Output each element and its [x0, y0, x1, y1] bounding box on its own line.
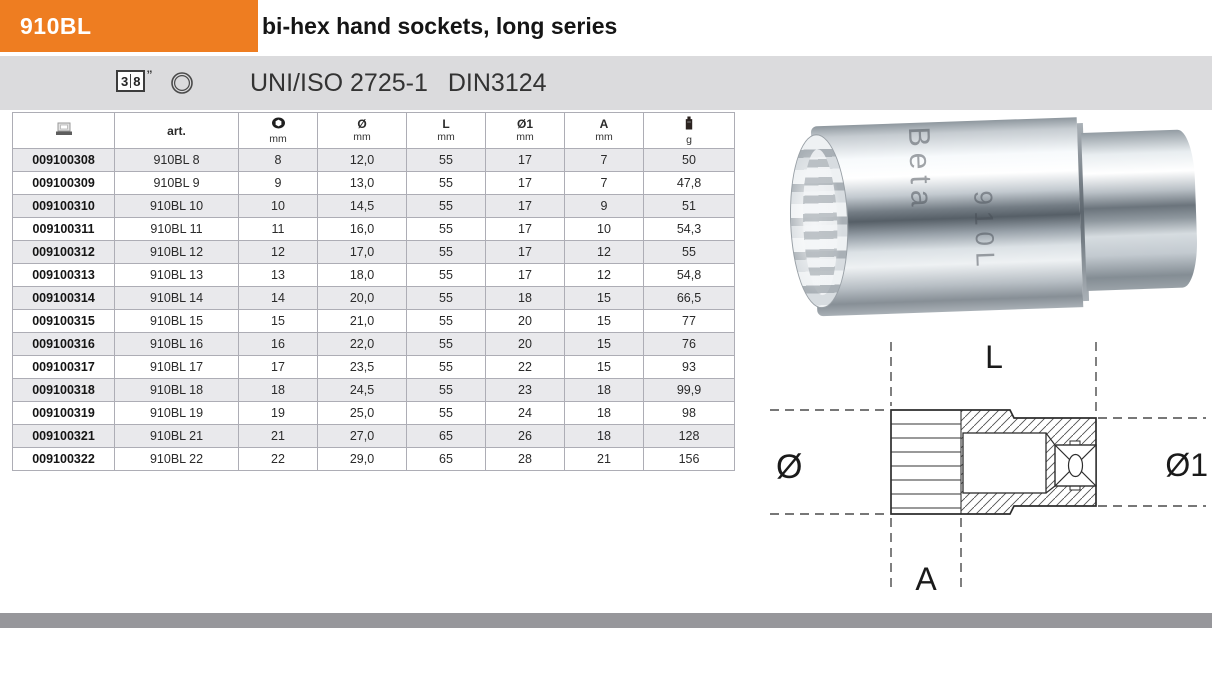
table-cell: 17,0	[318, 241, 407, 264]
technical-drawing	[758, 318, 1212, 600]
table-cell: 54,3	[644, 218, 735, 241]
table-cell: 10	[239, 195, 318, 218]
standard-uni-iso: UNI/ISO 2725-1	[250, 68, 428, 97]
label-front-diameter: Ø	[776, 448, 803, 486]
table-cell: 55	[407, 218, 486, 241]
product-photo	[788, 112, 1208, 317]
table-cell: 15	[565, 333, 644, 356]
table-cell: 55	[407, 241, 486, 264]
table-cell: 17	[239, 356, 318, 379]
table-cell: 910BL 9	[115, 172, 239, 195]
table-cell: 14,5	[318, 195, 407, 218]
column-header-hex: mm	[239, 113, 318, 149]
table-cell: 55	[407, 310, 486, 333]
table-cell: 12	[565, 241, 644, 264]
table-cell: 22	[239, 448, 318, 471]
column-header-diameter: Ø mm	[318, 113, 407, 149]
table-row	[13, 264, 735, 287]
table-cell: 8	[239, 149, 318, 172]
table-cell: 910BL 13	[115, 264, 239, 287]
table-cell: 009100316	[13, 333, 115, 356]
table-cell: 51	[644, 195, 735, 218]
table-cell: 21	[239, 425, 318, 448]
table-cell: 15	[565, 287, 644, 310]
table-row	[13, 356, 735, 379]
table-cell: 54,8	[644, 264, 735, 287]
table-cell: 156	[644, 448, 735, 471]
table-cell: 910BL 8	[115, 149, 239, 172]
table-cell: 009100315	[13, 310, 115, 333]
label-length: L	[985, 339, 1003, 375]
table-cell: 009100310	[13, 195, 115, 218]
table-cell: 12	[565, 264, 644, 287]
table-cell: 009100312	[13, 241, 115, 264]
table-cell: 93	[644, 356, 735, 379]
column-header-art: art.	[115, 113, 239, 149]
engraving-model: 910L	[968, 189, 1002, 273]
table-cell: 28	[486, 448, 565, 471]
column-header-length: L mm	[407, 113, 486, 149]
socket-cylinder	[785, 105, 1212, 325]
weight-icon	[684, 116, 694, 130]
table-row	[13, 448, 735, 471]
table-cell: 21	[565, 448, 644, 471]
table-cell: 16	[239, 333, 318, 356]
table-cell: 15	[565, 356, 644, 379]
table-cell: 17	[486, 149, 565, 172]
table-cell: 18	[565, 379, 644, 402]
table-cell: 23	[486, 379, 565, 402]
column-header-weight: g	[644, 113, 735, 149]
table-cell: 22,0	[318, 333, 407, 356]
table-cell: 910BL 12	[115, 241, 239, 264]
socket-body	[811, 117, 1083, 316]
table-cell: 66,5	[644, 287, 735, 310]
table-cell: 009100313	[13, 264, 115, 287]
table-row	[13, 425, 735, 448]
table-cell: 009100311	[13, 218, 115, 241]
table-cell: 15	[239, 310, 318, 333]
table-cell: 10	[565, 218, 644, 241]
table-row	[13, 172, 735, 195]
table-cell: 55	[407, 195, 486, 218]
table-cell: 22	[486, 356, 565, 379]
label-hex-depth: A	[915, 561, 937, 597]
column-header-a: A mm	[565, 113, 644, 149]
horizontal-scrollbar[interactable]	[0, 613, 1212, 628]
table-row	[13, 241, 735, 264]
table-cell: 7	[565, 172, 644, 195]
table-cell: 98	[644, 402, 735, 425]
table-cell: 9	[565, 195, 644, 218]
table-cell: 55	[407, 356, 486, 379]
table-cell: 55	[407, 333, 486, 356]
table-cell: 910BL 14	[115, 287, 239, 310]
table-cell: 128	[644, 425, 735, 448]
table-cell: 25,0	[318, 402, 407, 425]
table-cell: 55	[407, 379, 486, 402]
table-cell: 18	[239, 379, 318, 402]
table-cell: 99,9	[644, 379, 735, 402]
table-cell: 76	[644, 333, 735, 356]
product-code-block	[0, 0, 258, 52]
table-cell: 77	[644, 310, 735, 333]
table-cell: 910BL 21	[115, 425, 239, 448]
socket-cavity	[963, 433, 1046, 493]
table-cell: 910BL 17	[115, 356, 239, 379]
drive-square	[1055, 441, 1096, 490]
table-cell: 910BL 18	[115, 379, 239, 402]
table-row	[13, 333, 735, 356]
table-row	[13, 310, 735, 333]
inch-marks: ”	[146, 68, 153, 82]
table-row	[13, 218, 735, 241]
table-header-row	[13, 113, 735, 149]
table-cell: 009100308	[13, 149, 115, 172]
table-cell: 16,0	[318, 218, 407, 241]
table-cell: 009100314	[13, 287, 115, 310]
standards-band	[0, 56, 1212, 110]
table-cell: 009100322	[13, 448, 115, 471]
ring-icon	[170, 71, 194, 100]
table-cell: 55	[407, 264, 486, 287]
standard-din: DIN3124	[447, 68, 547, 97]
table-cell: 24	[486, 402, 565, 425]
table-cell: 17	[486, 264, 565, 287]
spec-table	[12, 112, 735, 471]
table-cell: 18	[486, 287, 565, 310]
table-cell: 23,5	[318, 356, 407, 379]
table-cell: 55	[644, 241, 735, 264]
page-title: bi-hex hand sockets, long series	[262, 12, 618, 39]
drive-size-badge	[116, 70, 152, 92]
table-cell: 17	[486, 195, 565, 218]
table-cell: 65	[407, 425, 486, 448]
table-cell: 910BL 10	[115, 195, 239, 218]
standards-text	[250, 56, 547, 110]
table-cell: 55	[407, 402, 486, 425]
page-header	[0, 0, 1212, 55]
table-cell: 65	[407, 448, 486, 471]
table-cell: 20,0	[318, 287, 407, 310]
table-cell: 47,8	[644, 172, 735, 195]
table-cell: 9	[239, 172, 318, 195]
table-cell: 13	[239, 264, 318, 287]
table-cell: 009100318	[13, 379, 115, 402]
printer-icon	[55, 122, 73, 136]
table-cell: 50	[644, 149, 735, 172]
table-cell: 20	[486, 310, 565, 333]
table-cell: 13,0	[318, 172, 407, 195]
table-cell: 18,0	[318, 264, 407, 287]
table-row	[13, 195, 735, 218]
socket-drive-end	[1081, 129, 1198, 291]
table-cell: 18	[565, 425, 644, 448]
table-row	[13, 402, 735, 425]
table-cell: 11	[239, 218, 318, 241]
column-header-diameter1: Ø1 mm	[486, 113, 565, 149]
table-cell: 18	[565, 402, 644, 425]
table-cell: 55	[407, 287, 486, 310]
table-cell: 12,0	[318, 149, 407, 172]
table-cell: 7	[565, 149, 644, 172]
table-row	[13, 287, 735, 310]
table-cell: 21,0	[318, 310, 407, 333]
table-cell: 910BL 16	[115, 333, 239, 356]
engraving-brand: Beta	[901, 126, 938, 213]
table-cell: 27,0	[318, 425, 407, 448]
table-cell: 910BL 19	[115, 402, 239, 425]
column-header-code	[13, 113, 115, 149]
table-cell: 910BL 22	[115, 448, 239, 471]
table-cell: 24,5	[318, 379, 407, 402]
label-rear-diameter: Ø1	[1165, 447, 1208, 483]
table-cell: 29,0	[318, 448, 407, 471]
table-cell: 19	[239, 402, 318, 425]
table-cell: 17	[486, 241, 565, 264]
socket-face-icon	[271, 117, 286, 129]
product-code: 910BL	[20, 12, 92, 39]
table-cell: 55	[407, 172, 486, 195]
table-row	[13, 379, 735, 402]
table-cell: 009100319	[13, 402, 115, 425]
table-cell: 009100317	[13, 356, 115, 379]
table-cell: 14	[239, 287, 318, 310]
table-cell: 910BL 11	[115, 218, 239, 241]
table-cell: 55	[407, 149, 486, 172]
table-cell: 20	[486, 333, 565, 356]
table-cell: 009100309	[13, 172, 115, 195]
table-row	[13, 149, 735, 172]
table-cell: 15	[565, 310, 644, 333]
drive-fraction-icon: 3 8	[116, 70, 145, 92]
table-cell: 12	[239, 241, 318, 264]
table-cell: 009100321	[13, 425, 115, 448]
table-cell: 17	[486, 172, 565, 195]
table-cell: 910BL 15	[115, 310, 239, 333]
table-cell: 26	[486, 425, 565, 448]
table-cell: 17	[486, 218, 565, 241]
